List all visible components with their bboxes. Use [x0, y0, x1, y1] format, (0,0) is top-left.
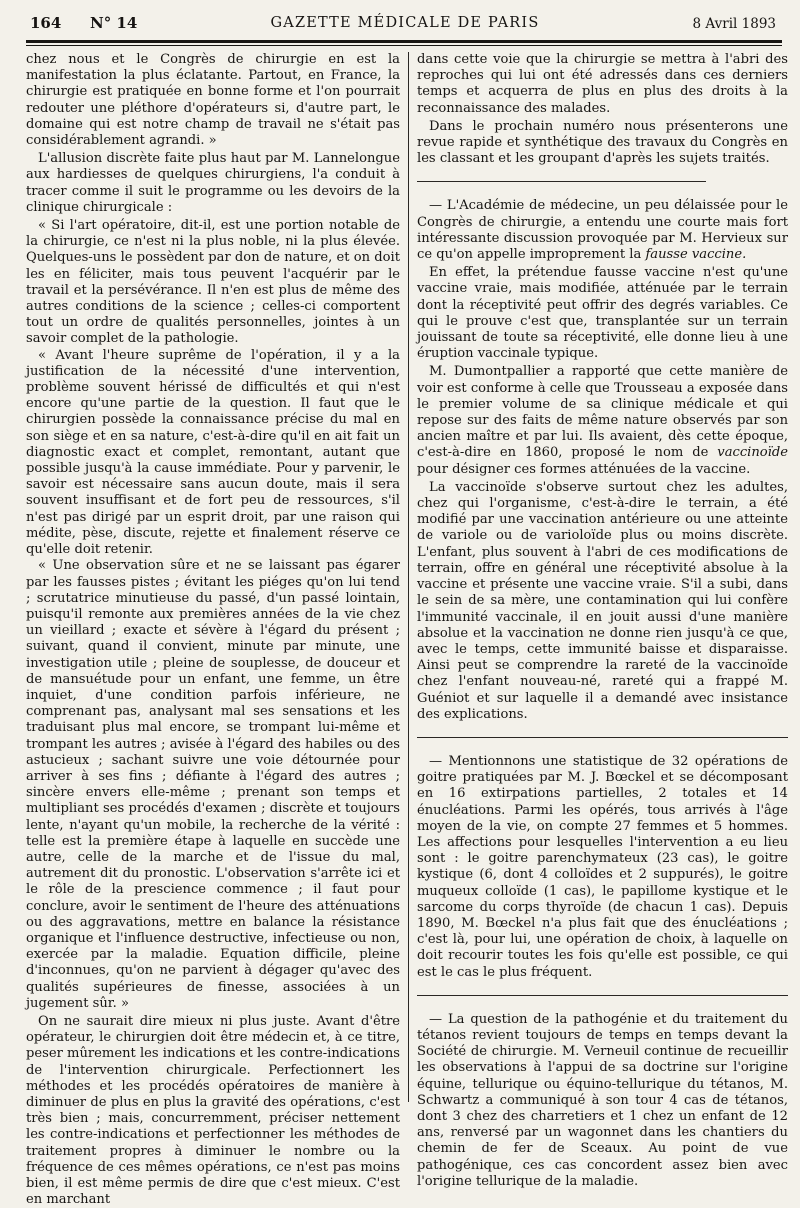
right-column	[417, 52, 788, 1189]
header-rule-thick	[26, 40, 782, 43]
page-number: 164	[30, 14, 62, 32]
paragraph: Dans le prochain numéro nous présenterons une revue rapide et synthétique des travaux du Congrès en les classant et les groupant d'après les sujets traités.	[417, 118, 788, 167]
paragraph: « Une observation sûre et ne se laissant pas égarer par les fausses pistes ; évitant les piéges qu'on lui tend ; scrutatrice minutieuse du passé, d'un passé lointain, puisqu'il remonte aux premières années de la vie chez un vieillard ; exacte et sévère à l'égard du présent ; suivant, quand il convient, minute par minute, une investigation utile ; pleine de souplesse, de douceur et de mansuétude pour un enfant, une femme, un être inquiet, d'une condition parfois inférieure, ne comprenant pas, analysant mal ses sensations et les traduisant plus mal encore, se trompant lui-même et trompant les autres ; avisée à l'égard des habiles ou des astucieux ; sachant suivre une voie détournée pour arriver à ses fins ; défiante à l'égard des autres ; sincère envers elle-même ; prenant son temps et multipliant ses procédés d'examen ; discrète et toujours lente, n'ayant qu'un mobile, la recherche de la vérité : telle est la première étape à laquelle en succède une autre, celle de la marche et de l'issue du mal, autrement dit du pronostic. L'observation s'arrête ici et le rôle de la prescience commence ; il faut pour conclure, avoir le sentiment de l'heure des atténuations ou des aggravations, mettre en balance la résistance organique et l'influence destructive, infectieuse ou non, exercée par la maladie. Equation difficile, pleine d'inconnues, qu'on ne parvient à dégager qu'avec des qualités supérieures de finesse, associées à un jugement sûr. »	[26, 558, 400, 1011]
section-rule	[417, 181, 706, 182]
emphasis-text: fausse vaccine.	[645, 247, 747, 263]
paragraph: chez nous et le Congrès de chirurgie en est la manifestation la plus éclatante. Partout, en France, la chirurgie est pratiquée en bonne forme et l'on pourrait redouter une pléthore d'opérateurs si, d'autre part, le domaine qui est notre champ de travail ne s'était pas considérablement agrandi. »	[26, 52, 400, 149]
issue-date: 8 Avril 1893	[692, 16, 776, 32]
paragraph-text: — L'Académie de médecine, un peu délaissée pour le Congrès de chirurgie, a entendu une courte mais fort intéressante discussion provoquée par M. Hervieux sur ce qu'on appelle improprement la	[417, 198, 788, 263]
paragraph: dans cette voie que la chirurgie se mettra à l'abri des reproches qui lui ont été adressés dans ces derniers temps et acquerra de plus en plus des droits à la reconnaissance des malades.	[417, 52, 788, 116]
page-header	[20, 14, 790, 42]
column-divider	[408, 52, 409, 1102]
paragraph: On ne saurait dire mieux ni plus juste. Avant d'être opérateur, le chirurgien doit être médecin et, à ce titre, peser mûrement les indications et les contre-indications de l'intervention chirurgicale. Perfectionnert les méthodes et les procédés opératoires de manière à diminuer de plus en plus la gravité des opérations, c'est très bien ; mais, concurremment, préciser nettement les contre-indications et perfectionner les méthodes de traitement propres à diminuer le nombre ou la fréquence de ces mêmes opérations, ce n'est pas moins bien, il est même permis de dire que c'est mieux. C'est en marchant	[26, 1013, 400, 1208]
paragraph: — La question de la pathogénie et du traitement du tétanos revient toujours de temps en temps devant la Société de chirurgie. M. Verneuil continue de recueillir les observations à l'appui de sa doctrine sur l'origine équine, tellurique ou équino-tellurique du tétanos, M. Schwartz a communiqué à son tour 4 cas de tétanos, dont 3 chez des charretiers et 1 chez un enfant de 12 ans, renversé par un wagonnet dans les chantiers du chemin de fer de Sceaux. Au point de vue pathogénique, ces cas concordent assez bien avec l'origine tellurique de la maladie.	[417, 1011, 788, 1189]
paragraph: L'allusion discrète faite plus haut par M. Lannelongue aux hardiesses de quelques chirurgiens, l'a conduit à tracer comme il suit le programme ou les devoirs de la clinique chirurgicale :	[26, 151, 400, 215]
paragraph-text: M. Dumontpallier a rapporté que cette manière de voir est conforme à celle que Trousseau a exposée dans le premier volume de sa clinique médicale et qui repose sur des faits de même nature observés par son ancien maître et par lui. Ils avaient, dès cette époque, c'est-à-dire en 1860, proposé le nom de	[417, 364, 788, 461]
paragraph: En effet, la prétendue fausse vaccine n'est qu'une vaccine vraie, mais modifiée, atténuée par le terrain dont la réceptivité peut offrir des degrés variables. Ce qui le prouve c'est que, transplantée sur un terrain jouissant de toute sa réceptivité, elle donne lieu à une éruption vaccinale typique.	[417, 265, 788, 362]
section-rule	[417, 995, 788, 996]
paragraph	[417, 198, 788, 263]
paragraph: « Si l'art opératoire, dit-il, est une portion notable de la chirurgie, ce n'est ni la plus noble, ni la plus élevée. Quelques-uns le possèdent par don de nature, et on doit les en féliciter, mais tous peuvent l'acquérir par le travail et la persévérance. Il n'en est plus de même des autres conditions de la science ; celles-ci comportent tout un ordre de qualités personnelles, jointes à un savoir complet de la pathologie.	[26, 218, 400, 347]
left-column	[26, 52, 400, 1208]
section-rule	[417, 737, 788, 738]
emphasis-text: vaccinoïde	[717, 445, 788, 461]
header-rule-thin	[26, 45, 782, 46]
paragraph-text: pour désigner ces formes atténuées de la vaccine.	[417, 461, 751, 477]
paragraph: — Mentionnons une statistique de 32 opérations de goitre pratiquées par M. J. Bœckel et se décomposant en 16 extirpations partielles, 2 totales et 14 énucléations. Parmi les opérés, tous arrivés à l'âge moyen de la vie, on compte 27 femmes et 5 hommes. Les affections pour lesquelles l'intervention a eu lieu sont : le goitre parenchymateux (23 cas), le goitre kystique (6, dont 4 colloïdes et 2 suppurés), le goitre muqueux colloïde (1 cas), le papillome kystique et le sarcome du corps thyroïde (de chacun 1 cas). Depuis 1890, M. Bœckel n'a plus fait que des énucléations ; c'est là, pour lui, une opération de choix, à laquelle on doit recourir toutes les fois qu'elle est possible, ce qui est le cas le plus fréquent.	[417, 753, 788, 980]
journal-title: GAZETTE MÉDICALE DE PARIS	[270, 15, 540, 31]
paragraph: La vaccinoïde s'observe surtout chez les adultes, chez qui l'organisme, c'est-à-dire le terrain, a été modifié par une vaccination antérieure ou une atteinte de variole ou de varioloïde plus ou moins discrète. L'enfant, plus souvent à l'abri de ces modifications de terrain, offre en général une réceptivité absolue à la vaccine et présente une vaccine vraie. S'il a subi, dans le sein de sa mère, une contamination qui lui confère l'immunité vaccinale, il en jouit aussi d'une manière absolue et la vaccination ne donne rien jusqu'à ce que, avec le temps, cette immunité baisse et disparaisse. Ainsi peut se comprendre la rareté de la vaccinoïde chez l'enfant nouveau-né, rareté qui a frappé M. Guéniot et sur laquelle il a demandé avec insistance des explications.	[417, 479, 788, 722]
paragraph: « Avant l'heure suprême de l'opération, il y a la justification de la nécessité d'une intervention, problème souvent hérissé de difficultés et qui n'est encore qu'une partie de la question. Il faut que le chirurgien possède la connaissance précise du mal en son siège et en sa nature, c'est-à-dire qu'il en ait fait un diagnostic exact et complet, remontant, autant que possible jusqu'à la cause immédiate. Pour y parvenir, le savoir est nécessaire sans aucun doute, mais il sera souvent insuffisant et de fort peu de ressources, s'il n'est pas dirigé par un esprit droit, par une raison qui médite, pèse, discute, rejette et finalement réserve ce qu'elle doit retenir.	[26, 347, 400, 558]
paragraph	[417, 364, 788, 477]
issue-number: N° 14	[90, 14, 138, 32]
